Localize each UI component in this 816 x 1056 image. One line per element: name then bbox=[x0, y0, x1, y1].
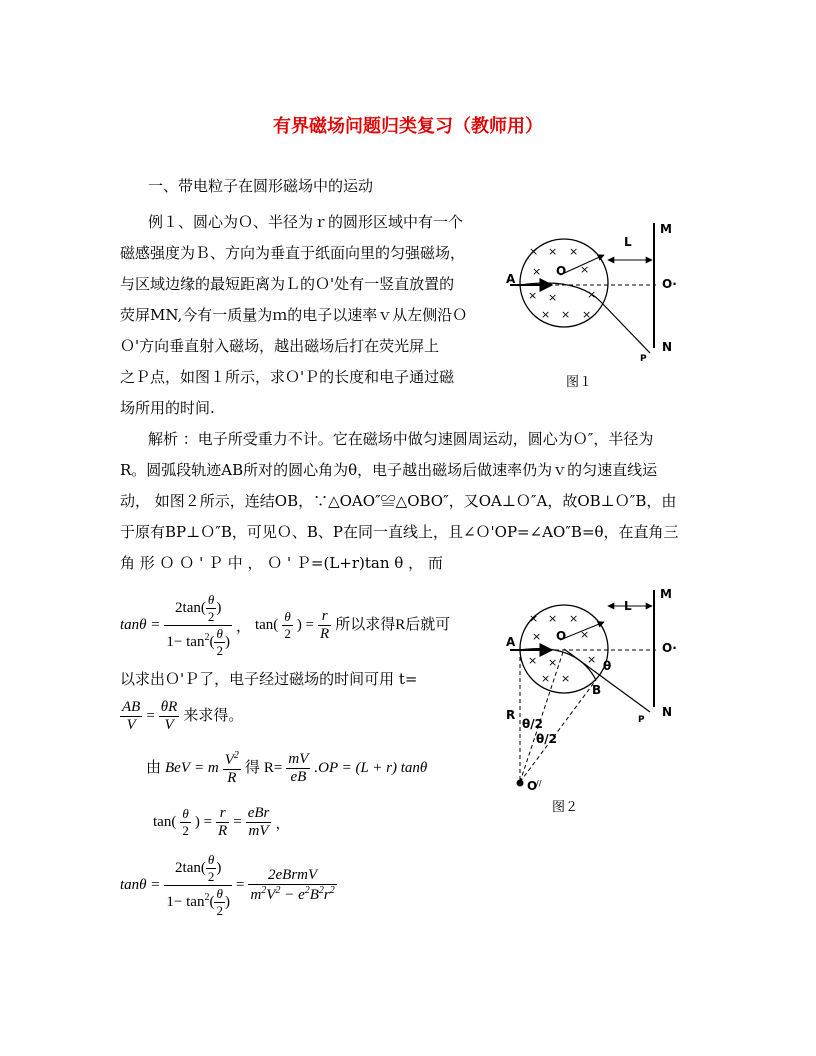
text-after-first: 所以求得R后就可 bbox=[335, 616, 451, 633]
cross-mark: × bbox=[569, 612, 579, 625]
analysis-line-4: 于原有BP⊥Ｏ″B，可见Ｏ、B、P在同一直线上，且∠Ｏ'OP=∠AO″B=θ，在直角三 bbox=[120, 523, 679, 541]
square: 2 bbox=[318, 884, 324, 896]
text-1-minus-tan: 1− tan bbox=[166, 633, 205, 650]
two: 2 bbox=[216, 642, 223, 658]
close-paren: ) bbox=[216, 599, 222, 616]
figure-2-diagram bbox=[496, 582, 716, 822]
document-title: 有界磁场问题归类复习（教师用） bbox=[273, 116, 543, 137]
text-close-eq: ) = bbox=[296, 616, 315, 633]
example-line-1: 例１、圆心为Ｏ、半径为ｒ的圆形区域中有一个 bbox=[148, 213, 464, 231]
r: r bbox=[323, 886, 330, 903]
label-N: N bbox=[662, 340, 673, 354]
fraction-numerator bbox=[164, 852, 232, 886]
formula-tan-theta-lhs: tanθ = bbox=[120, 616, 161, 633]
fraction-AB-over-V bbox=[120, 699, 142, 734]
close-paren: ) bbox=[216, 859, 222, 876]
figure-1-caption: 图１ bbox=[566, 375, 593, 390]
AB: AB bbox=[122, 698, 141, 715]
equals: = bbox=[233, 813, 242, 830]
text-tan-open: tan( bbox=[254, 616, 279, 633]
eB: eB bbox=[290, 768, 307, 785]
cross-mark: × bbox=[532, 265, 542, 278]
two: 2 bbox=[284, 625, 291, 641]
formula-tan-half bbox=[153, 800, 290, 844]
example-line-6: 之Ｐ点，如图１所示，求Ｏ'Ｐ的长度和电子通过磁 bbox=[120, 368, 455, 386]
text-2tan: 2tan( bbox=[175, 599, 206, 616]
fraction-eBr-over-mV bbox=[246, 805, 272, 840]
label-O-prime: O· bbox=[662, 277, 677, 291]
label-O-prime: O· bbox=[662, 641, 677, 655]
label-O: O bbox=[556, 629, 567, 643]
B: B bbox=[309, 886, 319, 903]
analysis-line-1: 解析 ：电子所受重力不计。它在磁场中做匀速圆周运动，圆心为Ｏ″，半径为 bbox=[148, 430, 654, 448]
label-O-double-prime: O bbox=[527, 779, 538, 793]
formula-final bbox=[120, 850, 337, 920]
label-M: M bbox=[660, 222, 672, 236]
example-line-7: 场所用的时间. bbox=[120, 399, 215, 417]
close-paren: ) bbox=[224, 893, 230, 910]
thetaR: θR bbox=[160, 698, 178, 715]
label-O-double-prime-mark: // bbox=[536, 779, 542, 788]
final-numerator: 2eBrmV bbox=[248, 867, 336, 885]
text-you: 由 bbox=[146, 759, 162, 776]
square: 2 bbox=[275, 884, 281, 896]
label-P: P bbox=[640, 354, 647, 364]
R: R bbox=[320, 625, 330, 642]
fraction-r-over-R bbox=[318, 608, 331, 643]
theta: θ bbox=[214, 886, 225, 903]
electron-exit-path bbox=[600, 301, 650, 353]
fraction-final-result bbox=[248, 867, 336, 904]
minus-e: − e bbox=[280, 886, 305, 903]
cross-mark: × bbox=[528, 654, 538, 667]
two: 2 bbox=[207, 868, 215, 884]
square: 2 bbox=[233, 749, 239, 761]
formula-radius bbox=[146, 748, 427, 788]
theta: θ bbox=[206, 592, 217, 609]
center-O-double-prime bbox=[517, 780, 524, 787]
label-R: R bbox=[506, 708, 516, 722]
label-A: A bbox=[506, 272, 516, 286]
cross-mark: × bbox=[548, 612, 558, 625]
figure-2-caption: 图２ bbox=[552, 800, 579, 815]
label-M: M bbox=[660, 587, 672, 601]
text-close-eq: ) = bbox=[194, 813, 213, 830]
text-ending: 来求得。 bbox=[183, 707, 244, 724]
equals: = bbox=[146, 707, 155, 724]
mV: mV bbox=[248, 822, 269, 839]
theta: θ bbox=[206, 852, 217, 869]
comma: ， bbox=[275, 815, 291, 832]
example-line-4: 荧屏MN,今有一质量为ｍ的电子以速率ｖ从左侧沿Ｏ bbox=[120, 306, 468, 324]
example-line-2: 磁感强度为Ｂ、方向为垂直于纸面向里的匀强磁场， bbox=[120, 244, 466, 262]
half-theta bbox=[180, 806, 191, 839]
comma: ， bbox=[235, 618, 251, 635]
V: V bbox=[224, 751, 234, 768]
cross-mark: × bbox=[529, 612, 539, 625]
half-theta bbox=[214, 626, 225, 659]
BeV: BeV bbox=[165, 759, 190, 776]
formula-final-double-angle bbox=[164, 852, 232, 919]
cross-mark: × bbox=[529, 245, 539, 258]
fraction-r-over-R bbox=[216, 805, 229, 840]
formula-final-lhs: tanθ = bbox=[120, 876, 161, 893]
fraction-numerator bbox=[164, 592, 232, 626]
label-half-theta-1: θ/2 bbox=[522, 717, 543, 731]
label-A: A bbox=[506, 635, 516, 649]
label-L: L bbox=[624, 235, 632, 249]
formula-time bbox=[120, 696, 243, 736]
square: 2 bbox=[304, 884, 310, 896]
m: m bbox=[250, 886, 262, 903]
cross-mark: × bbox=[528, 289, 538, 302]
cross-mark: × bbox=[541, 308, 551, 321]
two: 2 bbox=[207, 608, 215, 624]
cross-mark: × bbox=[548, 245, 558, 258]
R: R bbox=[218, 822, 228, 839]
cross-mark: × bbox=[587, 653, 597, 666]
formula-double-angle-fraction bbox=[164, 592, 232, 659]
label-half-theta-2: θ/2 bbox=[536, 732, 557, 746]
mV: mV bbox=[288, 750, 309, 767]
R: R bbox=[227, 769, 237, 786]
cross-mark: × bbox=[561, 672, 571, 685]
close-paren: ) bbox=[224, 633, 230, 650]
text-1-minus-tan: 1− tan bbox=[166, 893, 205, 910]
fraction-thetaR-over-V bbox=[159, 699, 180, 734]
OP-expression: .OP = (L + r) tanθ bbox=[314, 759, 428, 776]
example-line-3: 与区域边缘的最短距离为Ｌ的Ｏ'处有一竖直放置的 bbox=[120, 275, 455, 293]
cross-mark: × bbox=[548, 656, 558, 669]
fraction-denominator: $1- \tan^2$( $\frac{\theta}{2}$ ) bbox=[166, 625, 230, 658]
two: 2 bbox=[182, 822, 189, 838]
label-P: P bbox=[638, 715, 645, 725]
figure-1-diagram bbox=[496, 215, 716, 395]
square: 2 bbox=[204, 631, 210, 643]
formula-line-next: 以求出Ｏ'Ｐ了，电子经过磁场的时间可用 t= bbox=[120, 670, 418, 688]
cross-mark: × bbox=[541, 672, 551, 685]
text-tan-open: tan( bbox=[153, 813, 177, 830]
label-N: N bbox=[662, 705, 673, 719]
V: V bbox=[266, 886, 276, 903]
analysis-line-5: 角 形 Ｏ Ｏ ' Ｐ 中 ， Ｏ ' Ｐ=(L+r)tan θ ， 而 bbox=[120, 554, 443, 572]
half-theta bbox=[282, 609, 293, 642]
equals-m: = m bbox=[194, 759, 219, 776]
label-B: B bbox=[592, 683, 602, 697]
label-O: O bbox=[556, 264, 567, 278]
cross-mark: × bbox=[587, 288, 597, 301]
half-theta bbox=[214, 886, 225, 919]
square: 2 bbox=[204, 891, 210, 903]
final-denominator bbox=[248, 885, 336, 904]
equals: = bbox=[235, 876, 245, 893]
cross-mark: × bbox=[561, 308, 571, 321]
label-theta: θ bbox=[603, 659, 612, 673]
fraction-V2-over-R bbox=[223, 750, 241, 787]
text-de: 得 bbox=[244, 759, 260, 776]
label-L: L bbox=[624, 599, 632, 613]
analysis-line-3: 动， 如图２所示，连结OB，∵△OAO″≌△OBO″，又OA⊥Ｏ″A，故OB⊥Ｏ″B，由 bbox=[120, 492, 677, 510]
r: r bbox=[318, 608, 331, 626]
cross-mark: × bbox=[569, 245, 579, 258]
section-heading: 一、带电粒子在圆形磁场中的运动 bbox=[148, 177, 374, 195]
V: V bbox=[164, 716, 174, 733]
radius-O-double-prime-B bbox=[520, 680, 596, 782]
formula-tan-theta bbox=[120, 590, 450, 660]
two: 2 bbox=[216, 902, 223, 918]
half-theta bbox=[206, 852, 217, 885]
example-line-5: Ｏ'方向垂直射入磁场，越出磁场后打在荧光屏上 bbox=[120, 337, 440, 355]
theta: θ bbox=[282, 609, 293, 626]
line-O-double-prime-O bbox=[520, 649, 564, 782]
cross-mark: × bbox=[580, 263, 590, 276]
square: 2 bbox=[329, 884, 335, 896]
half-theta bbox=[206, 592, 217, 625]
text-2tan: 2tan( bbox=[175, 859, 206, 876]
square: 2 bbox=[261, 884, 267, 896]
V: V bbox=[126, 716, 136, 733]
fraction-mV-over-eB bbox=[286, 751, 310, 786]
text-R-eq: R= bbox=[263, 759, 283, 776]
theta: θ bbox=[180, 806, 191, 823]
fraction-denominator: $1- \tan^2$( $\frac{\theta}{2}$ ) bbox=[166, 885, 230, 918]
cross-mark: × bbox=[580, 628, 590, 641]
r: r bbox=[216, 805, 229, 823]
cross-mark: × bbox=[548, 291, 558, 304]
analysis-line-2: R。圆弧段轨迹AB所对的圆心角为θ，电子越出磁场后做速率仍为ｖ的匀速直线运 bbox=[120, 461, 658, 479]
cross-mark: × bbox=[582, 308, 592, 321]
cross-mark: × bbox=[532, 630, 542, 643]
theta: θ bbox=[214, 626, 225, 643]
eBr: eBr bbox=[247, 804, 270, 821]
V-squared bbox=[223, 750, 241, 770]
